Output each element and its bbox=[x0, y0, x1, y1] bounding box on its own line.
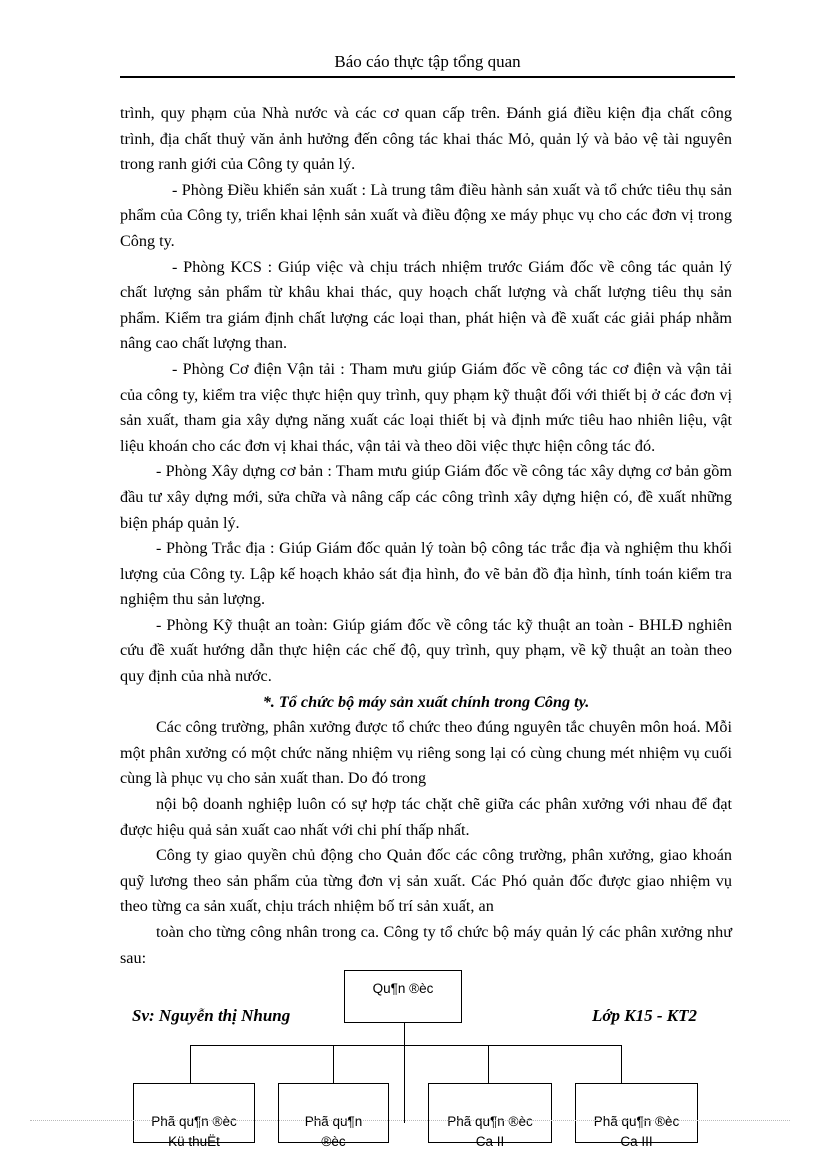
footer-author: Sv: Nguyễn thị Nhung bbox=[132, 1006, 291, 1025]
org-chart-drop-line bbox=[190, 1045, 191, 1083]
org-box-label: Phã qu¶n ®èc Kü thuËt bbox=[151, 1114, 237, 1149]
paragraph: - Phòng KCS : Giúp việc và chịu trách nhiệm trước Giám đốc về công tác quản lý chất lượng sản phẩm từ khâu khai thác, quy hoạch chất lượng và chất lượng tiêu thụ sản phẩm. Kiểm tra giám định chất lượng các loại than, phát hiện và đề xuất các giải pháp nhằm nâng cao chất lượng than. bbox=[120, 257, 732, 353]
paragraph: Công ty giao quyền chủ động cho Quản đốc các công trường, phân xưởng, giao khoán quỹ lương theo sản phẩm của từng đơn vị sản xuất. Các Phó quản đốc được giao nhiệm vụ theo từng ca sản xuất, chịu trách nhiệm bố trí sản xuất, an bbox=[120, 846, 732, 916]
org-chart-drop-line bbox=[621, 1045, 622, 1083]
org-box-label: Phã qu¶n ®èc bbox=[304, 1114, 363, 1149]
org-box-label: Phã qu¶n ®èc Ca III bbox=[593, 1114, 680, 1149]
body-text bbox=[120, 101, 732, 971]
org-box-deputy-shift-2 bbox=[428, 1083, 552, 1149]
paragraph: Các công trường, phân xưởng được tổ chức theo đúng nguyên tắc chuyên môn hoá. Mỗi một phân xưởng có một chức năng nhiệm vụ riêng song lại có cùng chung mét nhiệm vụ cuối cùng là phục vụ cho sản xuất than. Do đó trong bbox=[120, 718, 732, 788]
paragraph: nội bộ doanh nghiệp luôn có sự hợp tác chặt chẽ giữa các phân xưởng với nhau để đạt được hiệu quả sản xuất cao nhất với chi phí thấp nhất. bbox=[120, 795, 732, 839]
paragraph: - Phòng Cơ điện Vận tải : Tham mưu giúp Giám đốc về công tác cơ điện và vận tải của công ty, kiểm tra việc thực hiện quy trình, quy phạm kỹ thuật đối với thiết bị ở các đơn vị sản xuất, tham gia xây dựng năng xuất các loại thiết bị và định mức tiêu hao nhiên liệu, vật liệu khoán cho các đơn vị khai thác, vận tải và theo dõi việc thực hiện công tác đó. bbox=[120, 359, 732, 455]
org-box-label: Qu¶n ®èc bbox=[372, 981, 434, 996]
page-bottom-border bbox=[30, 1120, 790, 1121]
section-heading: *. Tổ chức bộ máy sản xuất chính trong Công ty. bbox=[262, 692, 590, 711]
footer-class: Lớp K15 - KT2 bbox=[592, 1006, 697, 1025]
paragraph: - Phòng Kỹ thuật an toàn: Giúp giám đốc về công tác kỹ thuật an toàn - BHLĐ nghiên cứu đề xuất hướng dẫn thực hiện các chế độ, quy trình, quy phạm, về kỹ thuật an toàn theo quy định của nhà nước. bbox=[120, 615, 732, 686]
org-chart-drop-line bbox=[488, 1045, 489, 1083]
org-box-label: Phã qu¶n ®èc Ca II bbox=[447, 1114, 533, 1149]
org-box-deputy-technical bbox=[133, 1083, 255, 1149]
paragraph: toàn cho từng công nhân trong ca. Công ty tổ chức bộ máy quản lý các phân xưởng như sau: bbox=[120, 923, 732, 967]
org-chart-drop-line bbox=[333, 1045, 334, 1083]
org-box-deputy bbox=[278, 1083, 389, 1149]
org-box-deputy-shift-3 bbox=[575, 1083, 698, 1149]
paragraph: - Phòng Trắc địa : Giúp Giám đốc quản lý toàn bộ công tác trắc địa và nghiệm thu khối lượng của Công ty. Lập kế hoạch khảo sát địa hình, đo vẽ bản đồ địa hình, tính toán kiểm tra nghiệm thu sản lượng. bbox=[120, 539, 732, 609]
paragraph: - Phòng Điều khiển sản xuất : Là trung tâm điều hành sản xuất và tổ chức tiêu thụ sản phẩm của Công ty, triển khai lệnh sản xuất và điều động xe máy phục vụ cho các đơn vị trong Công ty. bbox=[120, 180, 732, 250]
org-chart-branch-line bbox=[190, 1045, 621, 1046]
paragraph: trình, quy phạm của Nhà nước và các cơ quan cấp trên. Đánh giá điều kiện địa chất công trình, địa chất thuỷ văn ảnh hưởng đến công tác khai thác Mỏ, quản lý và bảo vệ tài nguyên trong ranh giới của Công ty quản lý. bbox=[120, 104, 732, 174]
paragraph: - Phòng Xây dựng cơ bản : Tham mưu giúp Giám đốc về công tác xây dựng cơ bản gồm đầu tư xây dựng mới, sửa chữa và nâng cấp các công trình xây dựng hiện có, đề xuất những biện pháp quản lý. bbox=[120, 462, 732, 532]
org-chart-trunk-line bbox=[404, 1023, 405, 1123]
page-header-title: Báo cáo thực tập tổng quan bbox=[334, 52, 521, 71]
header-rule bbox=[120, 76, 735, 78]
org-box-manager bbox=[344, 970, 462, 1023]
